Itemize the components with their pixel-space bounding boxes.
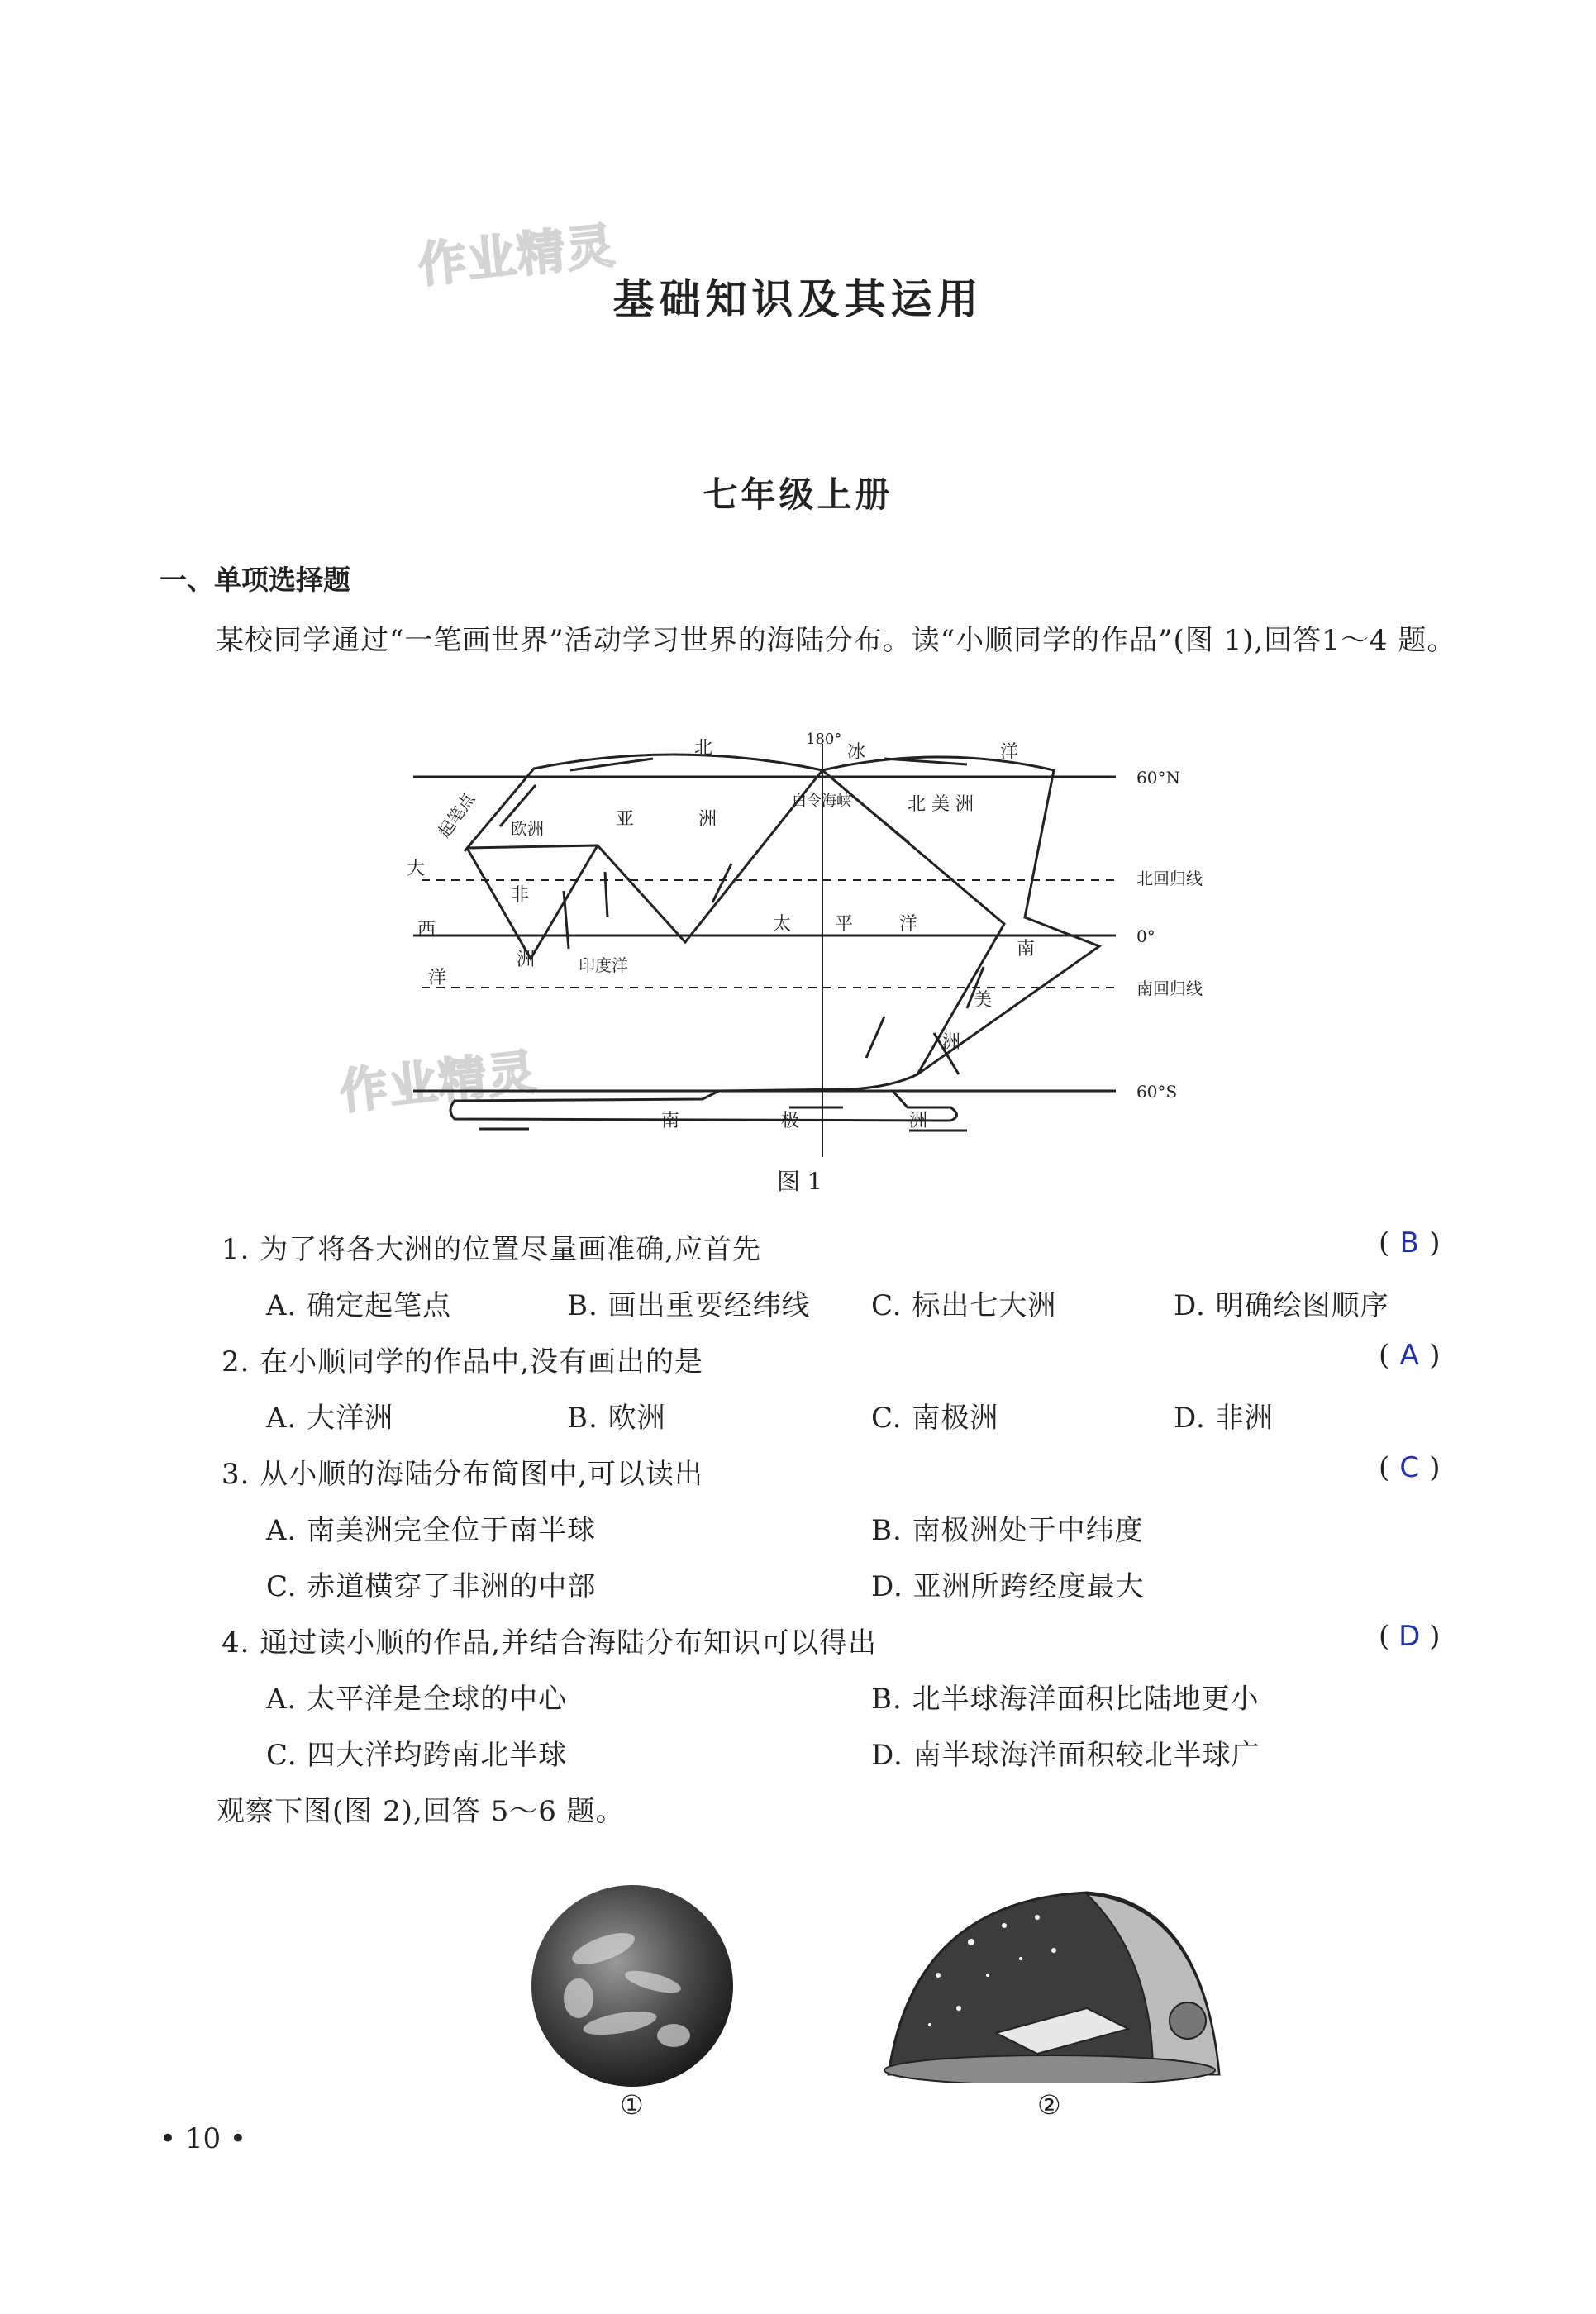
paren-open: ( <box>1379 1226 1390 1259</box>
label-atlantic-3: 洋 <box>428 968 447 988</box>
question-4-option-a: A. 太平洋是全球的中心 <box>266 1683 568 1716</box>
question-2-stem: 2. 在小顺同学的作品中,没有画出的是 <box>222 1345 704 1378</box>
label-pacific-1: 太 <box>773 914 792 935</box>
question-4-option-c: C. 四大洋均跨南北半球 <box>266 1739 568 1772</box>
label-sa-1: 南 <box>1017 939 1036 959</box>
page-subtitle: 七年级上册 <box>703 474 893 515</box>
celestial-dome-image <box>880 1884 1232 2083</box>
question-3-answer: C <box>1399 1451 1420 1484</box>
label-ice: 冰 <box>847 742 866 763</box>
label-antarctica-2: 极 <box>781 1111 800 1131</box>
label-atlantic-2: 西 <box>417 920 436 940</box>
watermark: 作业精灵 <box>336 1043 541 1121</box>
label-north-america: 北 美 洲 <box>908 794 974 815</box>
label-sa-3: 洲 <box>942 1032 961 1053</box>
label-60n: 60°N <box>1136 768 1180 788</box>
question-4-answer-box <box>1379 1620 1441 1653</box>
label-north: 北 <box>694 738 713 759</box>
figure-2-label-1: ① <box>620 2089 644 2121</box>
label-pacific-2: 平 <box>835 914 854 935</box>
intro-text: 某校同学通过“一笔画世界”活动学习世界的海陆分布。读“小顺同学的作品”(图 1),回答1～4 题。 <box>216 624 1456 657</box>
question-1-stem: 1. 为了将各大洲的位置尽量画准确,应首先 <box>222 1233 762 1266</box>
label-africa-1: 非 <box>511 885 530 906</box>
label-equator: 0° <box>1136 926 1155 946</box>
africa-path <box>467 845 598 959</box>
arrow <box>866 1017 884 1058</box>
figure-2-label-2: ② <box>1037 2089 1061 2121</box>
asia-path <box>467 770 822 942</box>
label-sa-2: 美 <box>974 990 993 1011</box>
question-2-option-a: A. 大洋洲 <box>266 1402 394 1435</box>
watermark: 作业精灵 <box>415 217 619 294</box>
earth-photo-image <box>529 1883 736 2089</box>
label-pacific-3: 洋 <box>899 914 918 935</box>
question-4-option-b: B. 北半球海洋面积比陆地更小 <box>871 1683 1260 1716</box>
paren-close: ) <box>1429 1339 1441 1372</box>
label-tropic-s: 南回归线 <box>1136 978 1203 998</box>
question-2-option-c: C. 南极洲 <box>871 1402 999 1435</box>
question-2-option-d: D. 非洲 <box>1174 1402 1274 1435</box>
label-start: 起笔点 <box>433 789 479 842</box>
question-3-option-c: C. 赤道横穿了非洲的中部 <box>266 1570 597 1603</box>
question-3-option-b: B. 南极洲处于中纬度 <box>871 1514 1144 1547</box>
question-4-stem: 4. 通过读小顺的作品,并结合海陆分布知识可以得出 <box>222 1626 878 1659</box>
question-2-answer: A <box>1399 1339 1419 1372</box>
question-3-option-a: A. 南美洲完全位于南半球 <box>266 1514 597 1547</box>
paren-close: ) <box>1429 1226 1441 1259</box>
question-1-option-b: B. 画出重要经纬线 <box>567 1289 811 1322</box>
figure-1-caption: 图 1 <box>777 1168 822 1195</box>
question-1-answer-box <box>1379 1226 1441 1259</box>
arrow <box>605 872 607 917</box>
label-meridian: 180° <box>806 731 842 748</box>
section-heading: 一、单项选择题 <box>160 564 350 596</box>
paren-close: ) <box>1429 1451 1441 1484</box>
paren-close: ) <box>1429 1620 1441 1653</box>
label-tropic-n: 北回归线 <box>1136 869 1203 888</box>
question-4-option-d: D. 南半球海洋面积较北半球广 <box>871 1739 1260 1772</box>
figure-1-map <box>388 719 1232 1182</box>
question-2-option-b: B. 欧洲 <box>567 1402 666 1435</box>
arrow <box>851 795 909 843</box>
question-1-option-c: C. 标出七大洲 <box>871 1289 1057 1322</box>
page-number: • 10 • <box>160 2122 246 2155</box>
label-indian: 印度洋 <box>579 955 628 975</box>
question-4-answer: D <box>1398 1620 1421 1653</box>
question-3-option-d: D. 亚洲所跨经度最大 <box>871 1570 1145 1603</box>
label-europe: 欧洲 <box>511 819 544 839</box>
outline-path <box>450 755 1099 1121</box>
question-3-answer-box <box>1379 1451 1441 1484</box>
paren-open: ( <box>1379 1339 1390 1372</box>
paren-open: ( <box>1379 1620 1390 1653</box>
intro-2-text: 观察下图(图 2),回答 5～6 题。 <box>217 1795 625 1828</box>
question-1-answer: B <box>1399 1226 1419 1259</box>
label-atlantic-1: 大 <box>407 859 426 879</box>
label-africa-2: 洲 <box>517 950 536 970</box>
label-asia-a: 亚 <box>616 809 635 830</box>
question-1-option-a: A. 确定起笔点 <box>266 1289 452 1322</box>
paren-open: ( <box>1379 1451 1390 1484</box>
question-2-answer-box <box>1379 1339 1441 1372</box>
label-antarctica-3: 洲 <box>909 1111 928 1131</box>
label-antarctica-1: 南 <box>661 1111 680 1131</box>
label-bering: 白令海峡 <box>792 793 851 810</box>
page-title: 基础知识及其运用 <box>612 275 984 323</box>
arrow <box>884 759 967 764</box>
label-60s: 60°S <box>1136 1082 1178 1102</box>
label-ocean-top: 洋 <box>1000 742 1019 763</box>
question-1-option-d: D. 明确绘图顺序 <box>1174 1289 1389 1322</box>
label-asia-b: 洲 <box>698 809 717 830</box>
question-3-stem: 3. 从小顺的海陆分布简图中,可以读出 <box>222 1458 704 1491</box>
